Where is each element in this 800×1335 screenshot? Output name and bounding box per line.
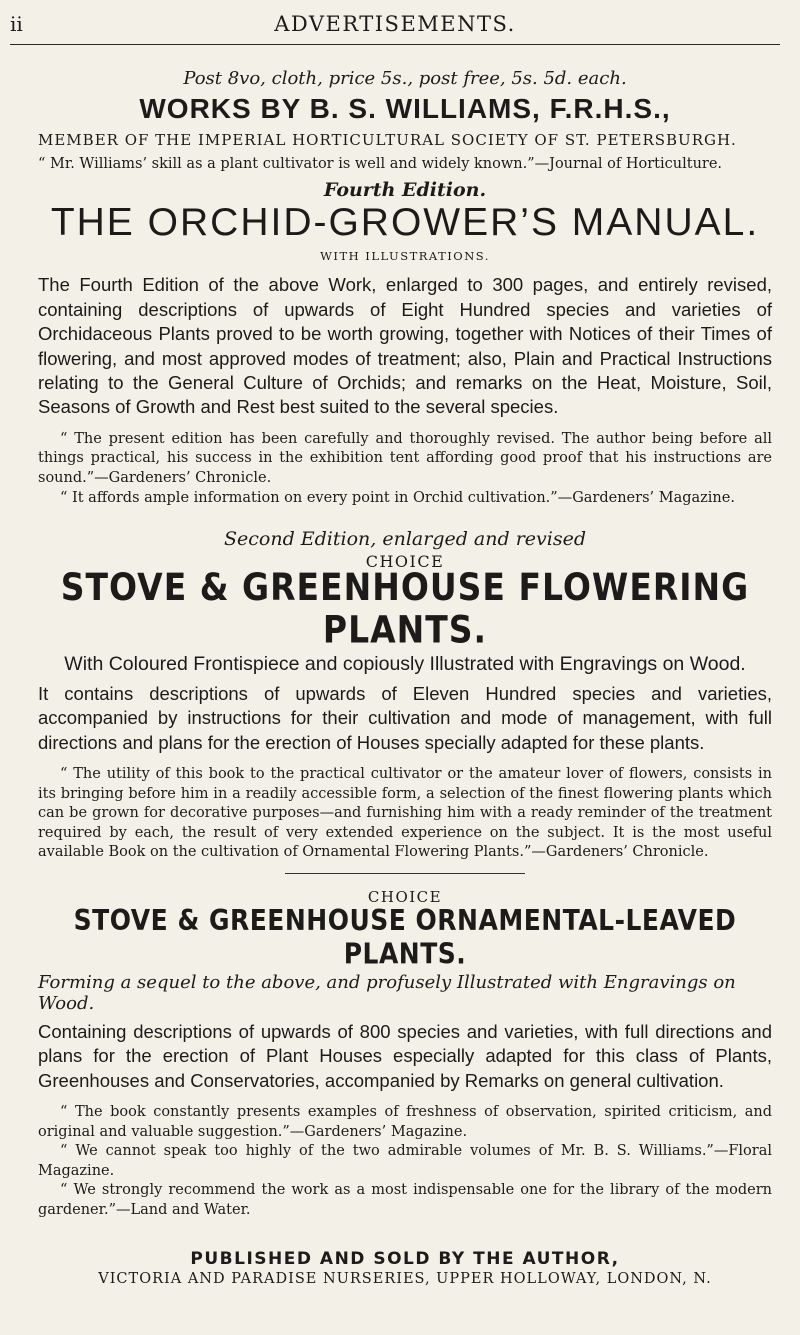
ornamental-review-gardeners-magazine: “ The book constantly presents examples of freshness of observation, spirited criticism, and original and valuable suggestion.”—Gardeners’ Magazine. xyxy=(38,1104,772,1140)
ornamental-subtitle: Forming a sequel to the above, and profusely Illustrated with Engravings on Wood. xyxy=(38,972,736,1014)
flowering-choice-label: CHOICE xyxy=(365,552,445,572)
running-head xyxy=(10,10,780,45)
orchid-reviews xyxy=(38,430,772,508)
ornamental-choice-label: CHOICE xyxy=(367,888,443,906)
page-number: ii xyxy=(10,12,23,36)
orchid-edition: Fourth Edition. xyxy=(323,178,487,201)
ornamental-review-floral-magazine: “ We cannot speak too highly of the two admirable volumes of Mr. B. S. Williams.”—Floral Magazine. xyxy=(38,1143,772,1179)
author-membership: MEMBER OF THE IMPERIAL HORTICULTURAL SOCIETY OF ST. PETERSBURGH. xyxy=(38,131,737,149)
ornamental-reviews xyxy=(38,1103,772,1220)
flowering-reviews xyxy=(38,765,772,863)
orchid-description: The Fourth Edition of the above Work, enlarged to 300 pages, and entirely revised, containing descriptions of upwards of Eight Hundred species and varieties of Orchidaceous Plants proved to be worth growing, together with Notices of their Times of flowering, and most approved modes of treatment; also, Plain and Practical Instructions relating to the General Culture of Orchids; and remarks on the Heat, Moisture, Soil, Seasons of Growth and Rest best suited to the several species. xyxy=(38,274,772,418)
flowering-description: It contains descriptions of upwards of Eleven Hundred species and varieties, accompanied by instructions for their cultivation and mode of management, with full directions and plans for the erection of Houses specially adapted for these plants. xyxy=(38,682,772,753)
price-line: Post 8vo, cloth, price 5s., post free, 5s. 5d. each. xyxy=(183,68,627,89)
flowering-review-chronicle: “ The utility of this book to the practical cultivator or the amateur lover of flowers, consists in its bringing before him in a readily accessible form, a selection of the finest flowering plants which can be grown for decorative purposes—and furnishing him with a ready reminder of the treatment required by each, the result of very extended experience on the subject. It is the most useful available Book on the cultivation of Ornamental Flowering Plants.”—Gardeners’ Chronicle. xyxy=(38,766,772,861)
orchid-illustrations-note: WITH ILLUSTRATIONS. xyxy=(320,249,490,264)
author-quote: “ Mr. Williams’ skill as a plant cultivator is well and widely known.”—Journal of Horticulture. xyxy=(38,156,723,172)
page-content xyxy=(38,56,772,1287)
orchid-book-title: THE ORCHID-GROWER’S MANUAL. xyxy=(50,200,760,244)
orchid-review-magazine: “ It affords ample information on every point in Orchid cultivation.”—Gardeners’ Magazine. xyxy=(60,489,735,506)
works-heading: WORKS BY B. S. WILLIAMS, F.R.H.S., xyxy=(139,93,671,124)
section-divider xyxy=(285,873,525,874)
flowering-edition: Second Edition, enlarged and revised xyxy=(224,528,586,551)
flowering-subtitle: With Coloured Frontispiece and copiously Illustrated with Engravings on Wood. xyxy=(64,652,746,675)
running-title: ADVERTISEMENTS. xyxy=(274,12,516,36)
flowering-book-title: STOVE & GREENHOUSE FLOWERING PLANTS. xyxy=(60,565,750,652)
ornamental-review-land-and-water: “ We strongly recommend the work as a most indispensable one for the library of the modern gardener.”—Land and Water. xyxy=(38,1182,772,1219)
ornamental-description: Containing descriptions of upwards of 800 species and varieties, with full directions and plans for the erection of Plant Houses especially adapted for this class of Plants, Greenhouses and Conservatories, accompanied by Remarks on general cultivation. xyxy=(38,1021,772,1091)
ornamental-book-title: STOVE & GREENHOUSE ORNAMENTAL-LEAVED PLANTS. xyxy=(73,903,737,971)
orchid-review-chronicle: “ The present edition has been carefully and thoroughly revised. The author being before all things practical, his success in the exhibition tent affording good proof that his instructions are sound.”—Gardeners’ Chronicle. xyxy=(38,430,772,486)
publisher-address: VICTORIA AND PARADISE NURSERIES, UPPER HOLLOWAY, LONDON, N. xyxy=(98,1270,712,1287)
publisher-line: PUBLISHED AND SOLD BY THE AUTHOR, xyxy=(190,1248,620,1269)
